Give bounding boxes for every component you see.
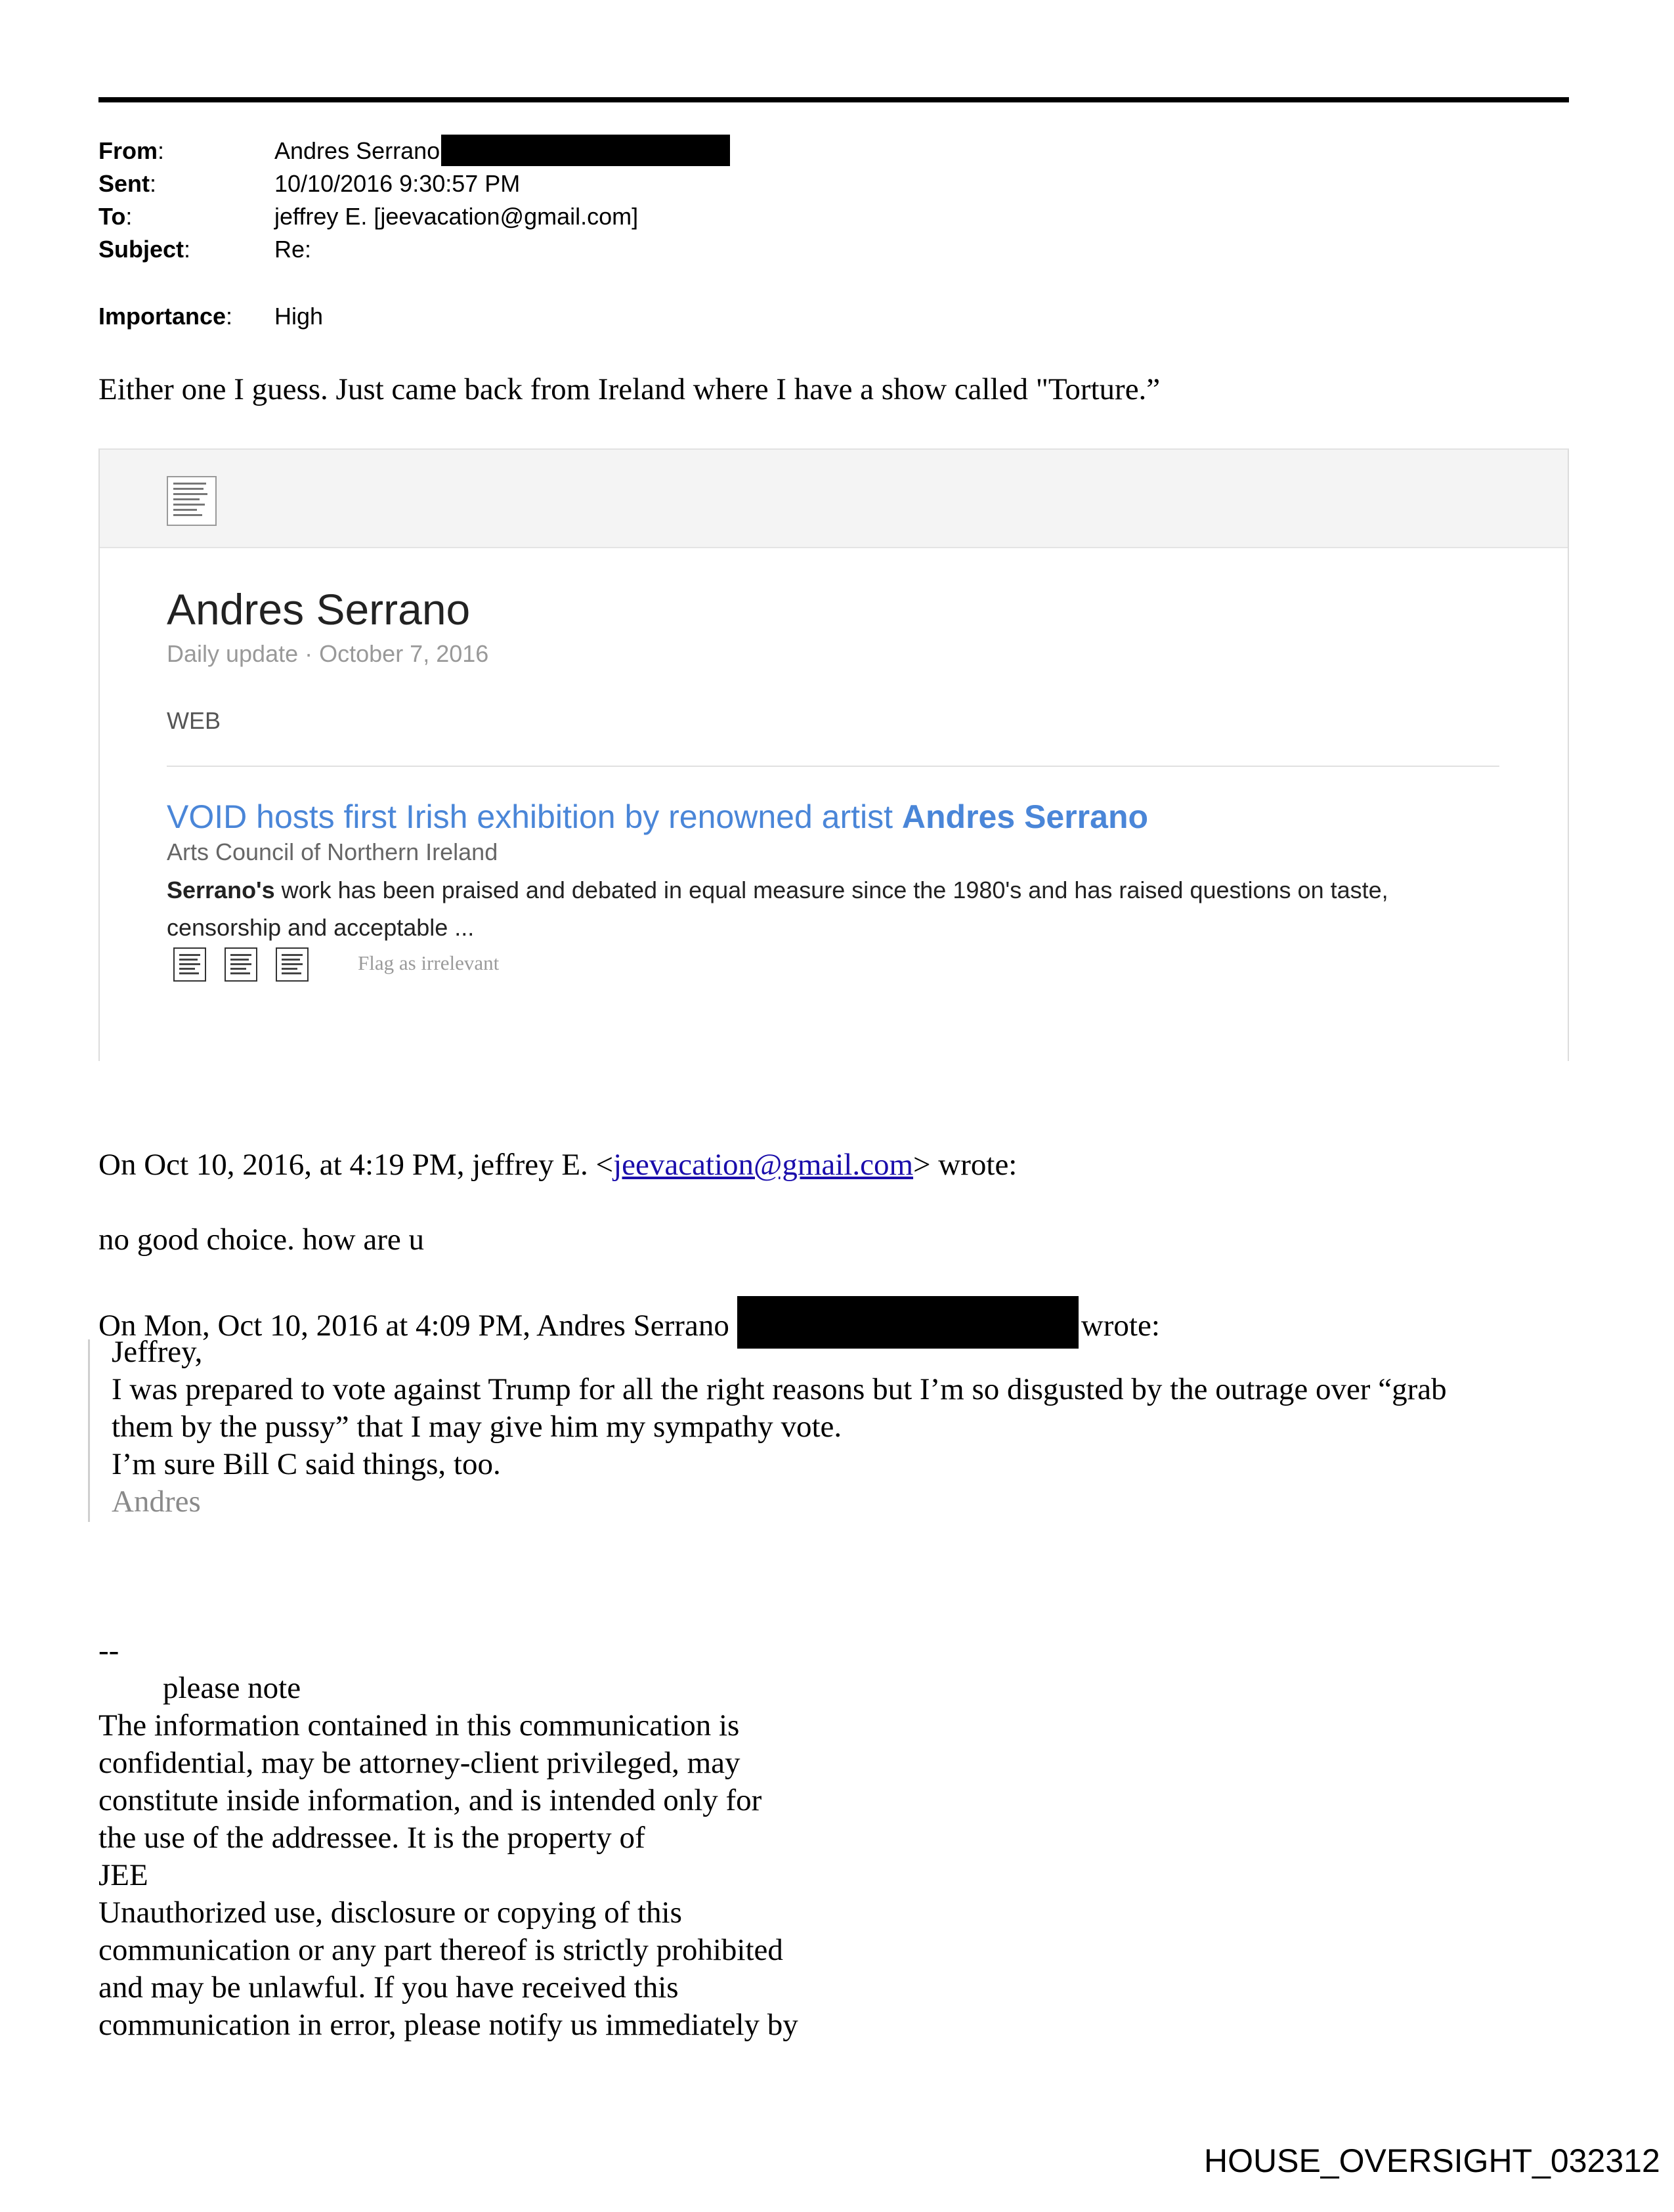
- alert-card: [98, 448, 1569, 1061]
- reply1-text: no good choice. how are u: [98, 1223, 424, 1257]
- redaction-box: [441, 135, 730, 166]
- quoted-line-4: I’m sure Bill C said things, too.: [112, 1447, 501, 1481]
- message-body: Either one I guess. Just came back from Ireland where I have a show called "Torture.”: [98, 372, 1161, 406]
- header-rule: [98, 97, 1569, 102]
- share-icon-3[interactable]: [276, 947, 309, 982]
- alert-title: Andres Serrano: [167, 585, 471, 634]
- reply1-attribution: On Oct 10, 2016, at 4:19 PM, jeffrey E. <jeevacation@gmail.com> wrote:: [98, 1148, 1018, 1182]
- disclaimer-line: JEE: [98, 1858, 148, 1892]
- email-header: [98, 135, 886, 305]
- importance-value: High: [274, 303, 324, 330]
- alert-card-header: [100, 450, 1568, 548]
- flag-irrelevant-link[interactable]: Flag as irrelevant: [358, 951, 500, 974]
- from-value: Andres Serrano: [274, 135, 730, 167]
- quoted-line-2: I was prepared to vote against Trump for all the right reasons but I’m so disgusted by the outrage over “grab: [112, 1372, 1447, 1406]
- alert-divider: [167, 766, 1499, 767]
- reply2-attribution: On Mon, Oct 10, 2016 at 4:09 PM, Andres Serrano wrote:: [98, 1296, 1160, 1349]
- quoted-line-1: Jeffrey,: [112, 1335, 203, 1369]
- alert-section-label: WEB: [167, 707, 221, 734]
- subject-value: Re:: [274, 236, 312, 263]
- share-icon-1[interactable]: [173, 947, 206, 982]
- disclaimer-line: the use of the addressee. It is the property of: [98, 1821, 645, 1855]
- alert-subtitle: Daily update · October 7, 2016: [167, 640, 489, 667]
- disclaimer-line: communication in error, please notify us immediately by: [98, 2008, 798, 2042]
- to-value: jeffrey E. [jeevacation@gmail.com]: [274, 203, 639, 230]
- disclaimer-note: please note: [163, 1671, 301, 1705]
- quote-bar: [88, 1339, 90, 1522]
- alert-article-link[interactable]: VOID hosts first Irish exhibition by renowned artist Andres Serrano: [167, 798, 1149, 835]
- signature-separator: --: [98, 1634, 119, 1668]
- from-label: From:: [98, 137, 165, 164]
- importance-row: [98, 300, 755, 333]
- alert-article-snippet: Serrano's work has been praised and debated in equal measure since the 1980's and has raised questions on taste, censorship and acceptable ...: [167, 877, 1388, 941]
- reply1-email-link[interactable]: jeevacation@gmail.com: [613, 1148, 914, 1182]
- disclaimer-line: Unauthorized use, disclosure or copying of this: [98, 1896, 682, 1930]
- redaction-box: [737, 1296, 1079, 1349]
- disclaimer-line: The information contained in this communication is: [98, 1708, 740, 1743]
- document-icon: [167, 476, 217, 526]
- sent-value: 10/10/2016 9:30:57 PM: [274, 170, 521, 197]
- quoted-line-3: them by the pussy” that I may give him my sympathy vote.: [112, 1410, 842, 1444]
- share-icon-2[interactable]: [225, 947, 257, 982]
- bates-number: HOUSE_OVERSIGHT_032312: [1204, 2142, 1660, 2179]
- disclaimer-line: and may be unlawful. If you have received this: [98, 1970, 679, 2005]
- disclaimer-line: constitute inside information, and is intended only for: [98, 1783, 762, 1817]
- quoted-signature: Andres: [112, 1485, 201, 1519]
- importance-label: Importance:: [98, 303, 233, 330]
- disclaimer-line: communication or any part thereof is strictly prohibited: [98, 1933, 783, 1967]
- sent-label: Sent:: [98, 170, 157, 197]
- to-label: To:: [98, 203, 133, 230]
- alert-article-source: Arts Council of Northern Ireland: [167, 838, 498, 865]
- subject-label: Subject:: [98, 236, 191, 263]
- disclaimer-line: confidential, may be attorney-client privileged, may: [98, 1746, 740, 1780]
